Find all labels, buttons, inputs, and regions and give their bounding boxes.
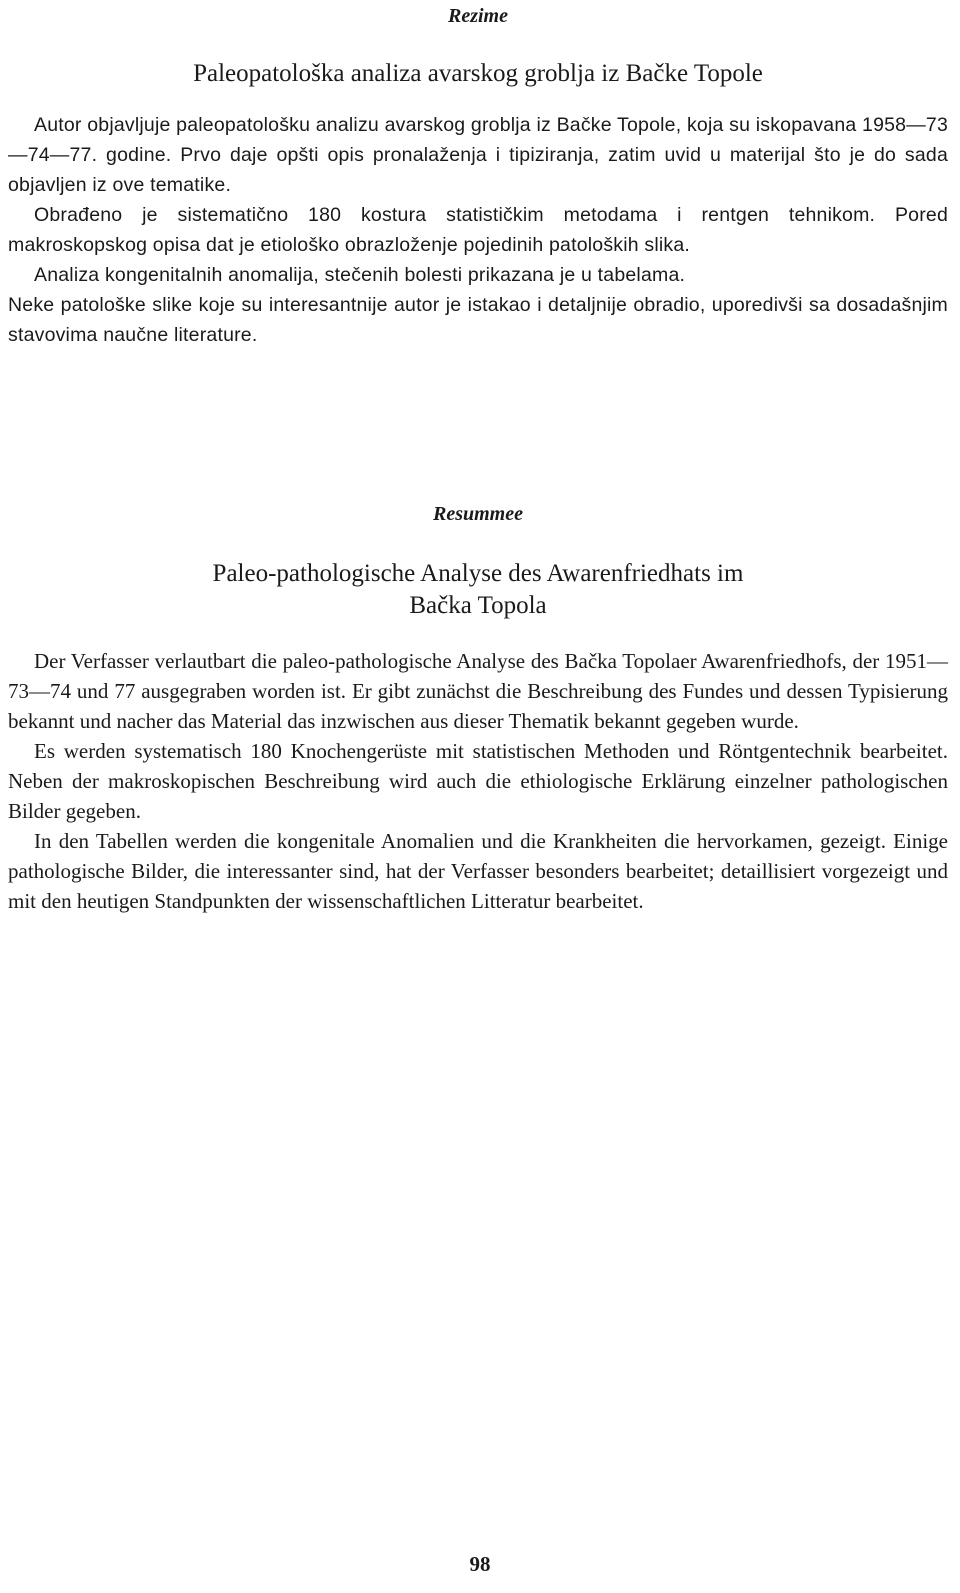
resummee-paragraph: In den Tabellen werden die kongenitale Anomalien und die Krankheiten die hervorkamen, gezeigt. Einige pathologische Bilder, die interessanter sind, hat der Verfasser besonders bearbeitet; detaillisiert vorgezeigt und mit den heutigen Standpunkten der wissenschaftlichen Litteratur bearbeitet. [8, 829, 948, 913]
resummee-title-line: Bačka Topola [409, 592, 547, 619]
rezime-paragraph: Obrađeno je sistematično 180 kostura statističkim metodama i rentgen tehnikom. Pored makroskopskog opisa dat je etiološko obrazloženje pojedinih patoloških slika. [8, 204, 948, 256]
resummee-body [8, 646, 948, 916]
resummee-title [8, 558, 948, 622]
resummee-paragraph: Der Verfasser verlautbart die paleo-pathologische Analyse des Bačka Topolaer Awarenfriedhofs, der 1951—73—74 und 77 ausgegraben worden ist. Er gibt zunächst die Beschreibung des Fundes und dessen Typisierung bekannt und nacher das Material das inzwischen aus dieser Thematik bekannt gegeben wurde. [8, 649, 948, 733]
rezime-paragraph: Autor objavljuje paleopatološku analizu avarskog groblja iz Bačke Topole, koja su iskopavana 1958—73—74—77. godine. Prvo daje opšti opis pronalaženja i tipiziranja, zatim uvid u materijal što je do sada objavljen iz ove tematike. [8, 114, 948, 196]
resummee-paragraph: Es werden systematisch 180 Knochengerüste mit statistischen Methoden und Röntgentechnik bearbeitet. Neben der makroskopischen Beschreibung wird auch die ethiologische Erklärung einzelner pathologischen Bilder gegeben. [8, 739, 948, 823]
resummee-title-line: Paleo-pathologische Analyse des Awarenfriedhats im [212, 560, 744, 587]
rezime-section [8, 4, 948, 350]
resummee-section [8, 502, 948, 916]
rezime-title: Paleopatološka analiza avarskog groblja iz Bačke Topole [193, 60, 763, 87]
resummee-label: Resummee [433, 503, 523, 525]
rezime-paragraph: Neke patološke slike koje su interesantnije autor je istakao i detaljnije obradio, uporedivši sa dosadašnjim stavovima naučne literature. [8, 294, 948, 346]
rezime-body [8, 110, 948, 350]
rezime-paragraph: Analiza kongenitalnih anomalija, stečenih bolesti prikazana je u tabelama. [34, 264, 686, 286]
page-number: 98 [469, 1552, 491, 1576]
rezime-label: Rezime [448, 5, 508, 27]
